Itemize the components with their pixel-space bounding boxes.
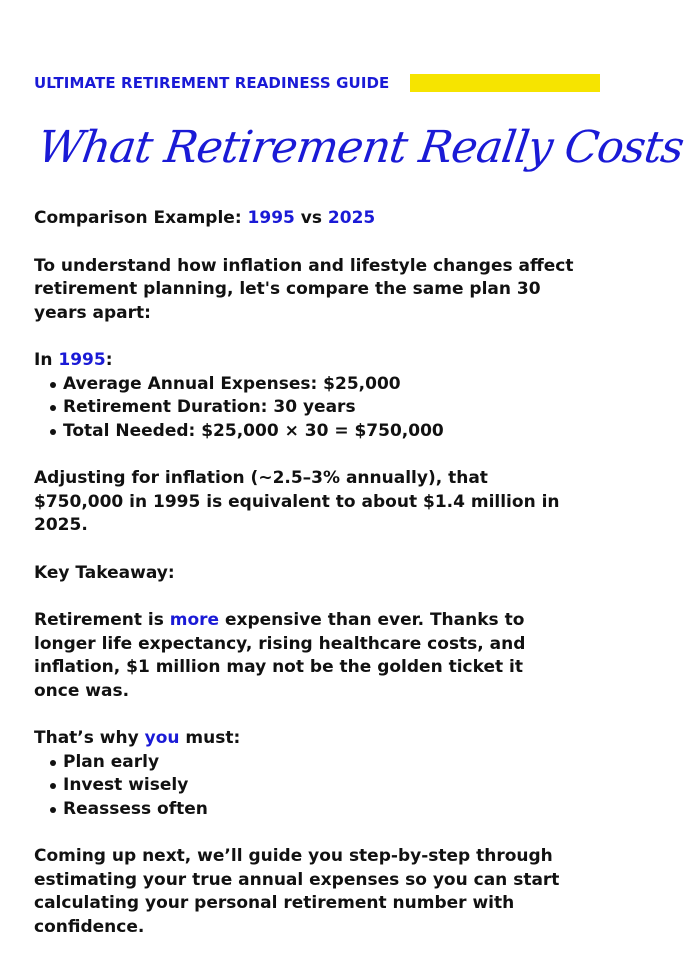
inflation-paragraph: Adjusting for inflation (~2.5–3% annually), that $750,000 in 1995 is equivalent to about $1.4 million in 2025. bbox=[34, 468, 560, 535]
list-item: Invest wisely bbox=[48, 774, 574, 798]
coming-up-paragraph: Coming up next, we’ll guide you step-by-step through estimating your true annual expenses so you can start calculating your personal retirement number with confidence. bbox=[34, 846, 560, 937]
year-1995-prefix: In bbox=[34, 350, 59, 370]
takeaway-after: expensive than ever. Thanks to longer life expectancy, rising healthcare costs, and inflation, $1 million may not be the golden ticket it once was. bbox=[34, 610, 526, 701]
year-1995-suffix: : bbox=[105, 350, 113, 370]
takeaway-accent: more bbox=[169, 610, 220, 630]
year-1995-heading bbox=[34, 349, 574, 373]
year-1995-value: 1995 bbox=[58, 350, 106, 370]
header bbox=[34, 72, 600, 96]
page-title bbox=[34, 118, 687, 178]
list-item: Reassess often bbox=[48, 798, 574, 822]
intro-paragraph: To understand how inflation and lifestyle changes affect retirement planning, let's compare the same plan 30 years apart: bbox=[34, 255, 574, 323]
comparison-vs: vs bbox=[294, 208, 328, 228]
takeaway-before: Retirement is bbox=[34, 610, 170, 630]
article-body bbox=[34, 207, 574, 939]
comparison-label: Comparison Example: bbox=[34, 208, 248, 228]
comparison-year-a: 1995 bbox=[247, 208, 295, 228]
must-heading bbox=[34, 727, 574, 751]
must-before: That’s why bbox=[34, 728, 145, 748]
list-item: Total Needed: $25,000 × 30 = $750,000 bbox=[48, 420, 574, 444]
must-list bbox=[34, 751, 574, 822]
list-item: Average Annual Expenses: $25,000 bbox=[48, 373, 574, 397]
comparison-year-b: 2025 bbox=[327, 208, 376, 228]
list-item: Retirement Duration: 30 years bbox=[48, 396, 574, 420]
year-1995-list bbox=[34, 373, 574, 444]
guide-kicker: ULTIMATE RETIREMENT READINESS GUIDE bbox=[34, 74, 390, 92]
must-after: must: bbox=[179, 728, 241, 748]
list-item: Plan early bbox=[48, 751, 574, 775]
key-takeaway-heading: Key Takeaway: bbox=[34, 562, 175, 583]
yellow-highlight-bar bbox=[410, 74, 600, 92]
takeaway-paragraph bbox=[34, 609, 574, 703]
comparison-line bbox=[34, 207, 574, 231]
page-title-text: What Retirement Really Costs bbox=[34, 122, 687, 173]
must-accent: you bbox=[144, 728, 180, 748]
